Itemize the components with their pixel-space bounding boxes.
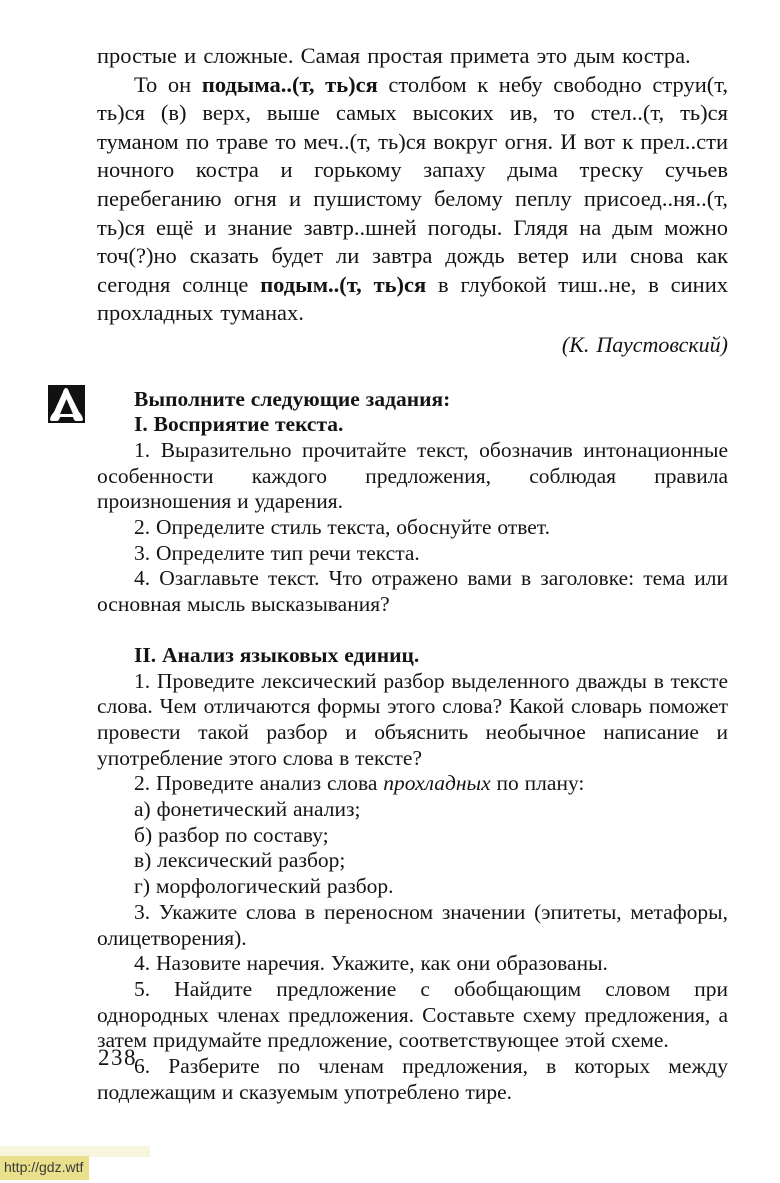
highlighted-word: подыма..(т, ть)ся [201,71,378,97]
task-sub-item: в) лексический разбор; [134,848,346,873]
task-item: 1. Проведите лексический разбор выделенного дважды в тексте слова. Чем отличаются формы этого слова? Какой словарь поможет провести такой разбор и объяснить необычное написание и употребление этого слова в тексте? [97,668,728,770]
tasks-section [97,387,728,1106]
task-sub-item: г) морфологический разбор. [134,874,394,899]
dictation-text [97,42,728,360]
task-item: 4. Назовите наречия. Укажите, как они образованы. [134,951,608,976]
section-2-title: II. Анализ языковых единиц. [134,642,420,667]
passage-paragraph [97,71,728,328]
page-content [97,42,728,1106]
task-item: 4. Озаглавьте текст. Что отражено вами в заголовке: тема или основная мысль высказывания? [97,566,728,617]
section-1-title: I. Восприятие текста. [134,412,344,437]
passage-text: То он [134,71,202,97]
task-sub-item: а) фонетический анализ; [134,797,361,822]
task-item: 1. Выразительно прочитайте текст, обозначив интонационные особенности каждого предложения, соблюдая правила произношения и ударения. [97,437,728,514]
task-item: 2. Определите стиль текста, обоснуйте ответ. [134,515,550,540]
task-text: 2. Проведите анализ слова [134,771,384,796]
passage-paragraph: простые и сложные. Самая простая примета это дым костра. [97,43,691,68]
passage-text: в глубокой тиш..не, в синих прохладных туманах. [97,271,728,326]
task-item: 3. Определите тип речи текста. [134,540,420,565]
task-marker-delta-icon [47,384,86,426]
passage-text: столбом к небу свободно струи(т, ть)ся (в) верх, выше самых высоких ив, то стел..(т, ть)ся туманом по траве то меч..(т, ть)ся вокруг огня. И вот к прел..сти ночного костра и горькому запаху дыма треску сучьев перебеганию огня и пушистому белому пеплу присоед..ня..(т, ть)ся ещё и знание завтр..шней погоды. Глядя на дым можно точ(?)но сказать будет ли завтра дождь ветер или снова как сегодня солнце [97,71,729,297]
task-item: 3. Укажите слова в переносном значении (эпитеты, метафоры, олицетворения). [97,899,728,950]
watermark-url: http://gdz.wtf [0,1156,89,1180]
task-sub-item: б) разбор по составу; [134,822,329,847]
analyzed-word: прохладных [383,771,491,796]
task-item: 6. Разберите по членам предложения, в которых между подлежащим и сказуемым употреблено тире. [97,1054,728,1104]
author-attribution: (К. Паустовский) [561,331,728,357]
page-number: 238 [98,1045,137,1070]
tasks-intro: Выполните следующие задания: [134,386,451,411]
task-item: 5. Найдите предложение с обобщающим словом при однородных членах предложения. Составьте схему предложения, а затем придумайте предложение, соответствующее этой схеме. [97,977,728,1053]
task-text: по плану: [490,771,585,796]
task-item [97,771,728,797]
highlighted-word: подым..(т, ть)ся [260,271,427,297]
